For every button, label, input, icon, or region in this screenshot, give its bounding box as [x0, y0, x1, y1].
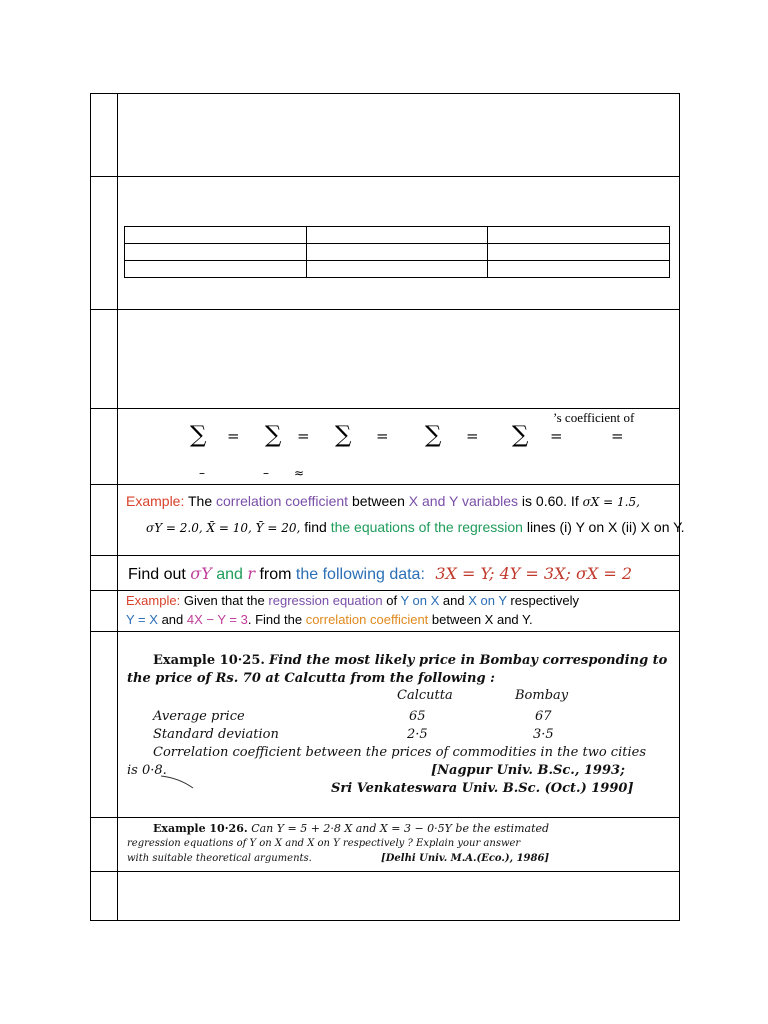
- table-cell: [306, 227, 488, 244]
- row-value: 3·5: [533, 727, 554, 742]
- equals-sign: =: [227, 427, 240, 445]
- text-fragment: Find out: [128, 566, 186, 583]
- example-line: [146, 519, 685, 535]
- math-fragment: σY: [190, 564, 212, 583]
- example-regression-block: [118, 591, 614, 630]
- text-fragment: Y on X: [400, 593, 440, 608]
- example-label: Example:: [126, 493, 185, 509]
- pencil-stroke-mark: [159, 772, 199, 792]
- text-fragment: find: [304, 519, 327, 535]
- empty-data-table: [124, 226, 670, 278]
- text-fragment: is 0.60. If: [521, 493, 579, 509]
- example-line: regression equations of Y on X and X on Y respectively ? Explain your answer: [127, 838, 521, 849]
- equals-sign: =: [550, 427, 563, 445]
- source-citation: [Nagpur Univ. B.Sc., 1993;: [431, 763, 625, 778]
- text-fragment: of: [386, 593, 398, 608]
- example-line: [126, 593, 579, 608]
- text-fragment: between: [351, 493, 405, 509]
- text-fragment: correlation coefficient: [305, 612, 429, 627]
- row-divider: [90, 408, 680, 409]
- example-line: [153, 653, 667, 668]
- row-value: 2·5: [407, 727, 428, 742]
- math-fragment: r: [247, 564, 256, 583]
- sigma-symbol: ∑: [335, 422, 352, 448]
- math-fragment: σX = 1.5,: [582, 495, 640, 509]
- text-fragment: the following data:: [295, 566, 425, 583]
- sigma-symbol: ∑: [425, 422, 442, 448]
- sigma-symbol: ∑: [190, 422, 207, 448]
- example-line: [126, 493, 640, 509]
- table-cell: [488, 244, 670, 261]
- text-fragment: X and Y variables: [408, 493, 519, 509]
- find-out-line: [128, 564, 632, 584]
- text-fragment: from: [259, 566, 292, 583]
- row-divider: [90, 309, 680, 310]
- equals-sign: =: [376, 427, 389, 445]
- example-line: with suitable theoretical arguments.: [127, 853, 312, 864]
- find-out-block: [118, 557, 644, 589]
- example-line: [126, 612, 533, 627]
- text-fragment: X on Y: [468, 593, 507, 608]
- text-fragment: Find the most likely price in Bombay corresponding to: [269, 653, 668, 668]
- row-label: Standard deviation: [153, 727, 279, 742]
- table-cell: [125, 244, 307, 261]
- table-cell: [125, 227, 307, 244]
- table-cell: [125, 261, 307, 278]
- math-fragment: 3X = Y; 4Y = 3X; σX = 2: [435, 564, 633, 583]
- row-divider: [90, 871, 680, 872]
- text-fragment: between X and Y.: [431, 612, 533, 627]
- sigma-symbol: ∑: [512, 422, 529, 448]
- example-heading: Example 10·26.: [153, 822, 248, 835]
- row-value: 67: [535, 709, 552, 724]
- text-fragment: lines (i) Y on X (ii) X on Y.: [526, 519, 685, 535]
- example-line: Correlation coefficient between the prices of commodities in the two cities: [153, 745, 646, 760]
- example-label: Example:: [126, 593, 181, 608]
- example-correlation-block: [118, 486, 685, 554]
- example-line: the price of Rs. 70 at Calcutta from the following :: [127, 671, 495, 686]
- table-cell: [488, 227, 670, 244]
- text-fragment: Given that the: [183, 593, 265, 608]
- table-row: [125, 227, 670, 244]
- example-10-26-scan: [119, 818, 549, 870]
- text-fragment: The: [188, 493, 213, 509]
- example-10-25-scan: [119, 632, 668, 816]
- column-header-calcutta: Calcutta: [397, 688, 453, 703]
- equals-sign: =: [297, 427, 310, 445]
- table-row: [125, 244, 670, 261]
- row-divider: [90, 555, 680, 556]
- text-fragment: respectively: [510, 593, 580, 608]
- text-fragment: Y = X: [126, 612, 158, 627]
- table-cell: [488, 261, 670, 278]
- text-fragment: Can Y = 5 + 2·8 X and X = 3 − 0·5Y be the estimated: [251, 822, 550, 835]
- column-header-bombay: Bombay: [515, 688, 569, 703]
- coefficient-text-fragment: ’s coefficient of: [553, 410, 635, 425]
- source-citation: [Delhi Univ. M.A.(Eco.), 1986]: [381, 853, 550, 864]
- text-fragment: and: [216, 566, 243, 583]
- equals-sign: =: [611, 427, 624, 445]
- table-cell: [306, 244, 488, 261]
- text-fragment: 4X − Y = 3: [186, 612, 248, 627]
- math-fragment: σY = 2.0, X̄ = 10, Ȳ = 20,: [146, 521, 301, 535]
- example-line: [153, 822, 549, 835]
- row-divider: [90, 484, 680, 485]
- text-fragment: the equations of the regression: [330, 519, 523, 535]
- source-citation: Sri Venkateswara Univ. B.Sc. (Oct.) 1990]: [331, 781, 634, 796]
- row-divider: [90, 176, 680, 177]
- text-fragment: and: [161, 612, 184, 627]
- row-label: Average price: [153, 709, 245, 724]
- text-fragment: . Find the: [247, 612, 303, 627]
- text-fragment: regression equation: [268, 593, 383, 608]
- text-fragment: and: [442, 593, 465, 608]
- text-fragment: correlation coefficient: [216, 493, 349, 509]
- equals-sign: =: [466, 427, 479, 445]
- example-heading: Example 10·25.: [153, 653, 265, 668]
- overbar-mark: –: [199, 466, 205, 480]
- table-cell: [306, 261, 488, 278]
- approx-mark: ≈: [294, 466, 305, 480]
- sigma-symbol: ∑: [265, 422, 282, 448]
- example-line: is 0·8.: [127, 763, 167, 778]
- overbar-mark: –: [263, 466, 269, 480]
- table-row: [125, 261, 670, 278]
- row-value: 65: [409, 709, 426, 724]
